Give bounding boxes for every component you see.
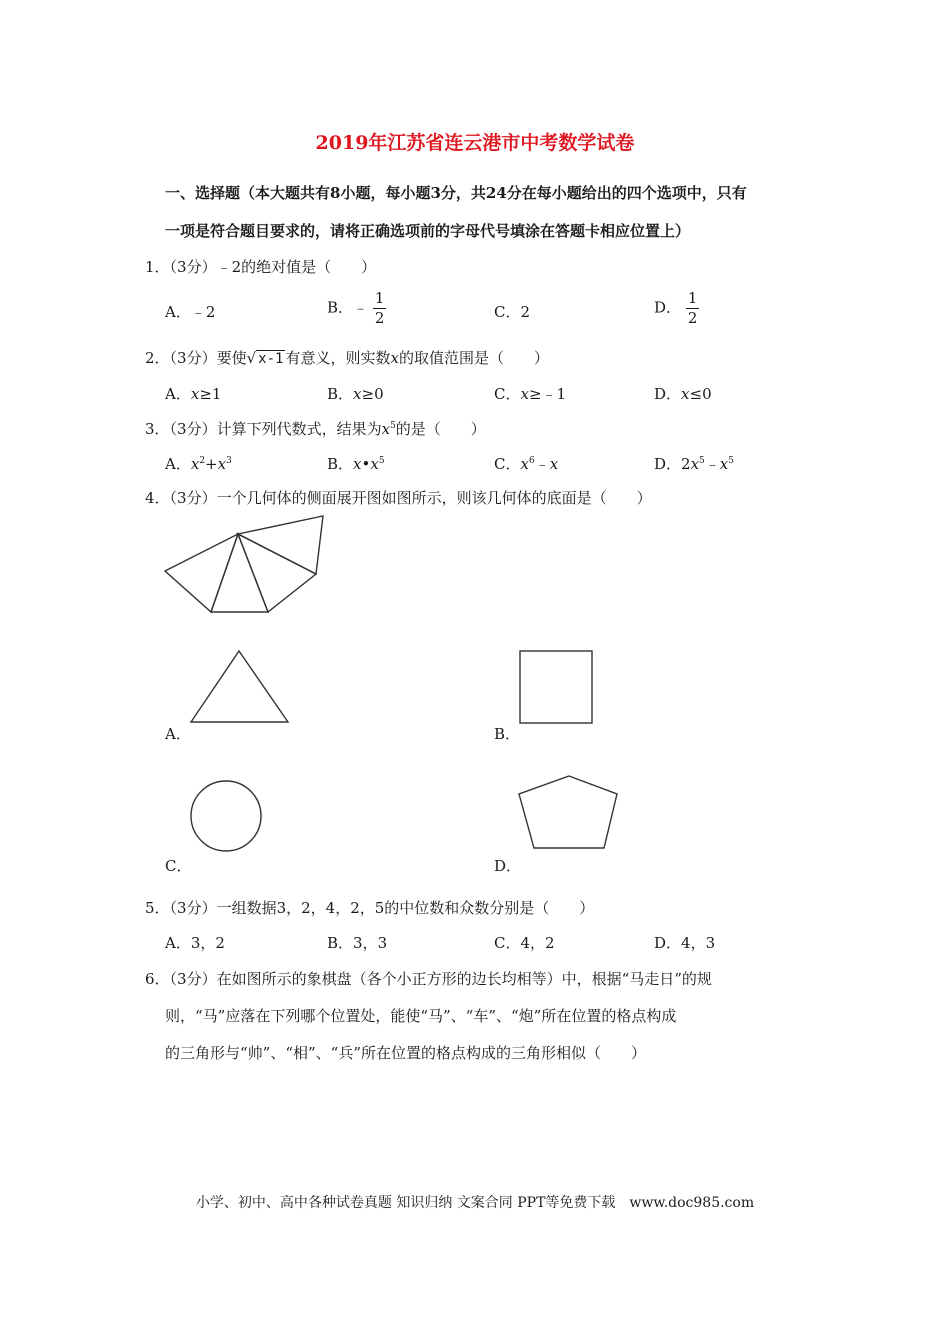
question-3-option-a: A．$x^2+x^3$ xyxy=(165,455,232,473)
fraction-denominator: 2 xyxy=(687,309,698,327)
question-1-option-a: A．﹣2 xyxy=(165,303,216,321)
question-5-option-a: A．3，2 xyxy=(165,934,225,952)
stem-text: 的取值范围是（ ） xyxy=(398,349,549,367)
variable: x xyxy=(381,420,391,438)
question-4-option-d: D． xyxy=(494,857,522,875)
option-d-pentagon-shape xyxy=(519,776,617,848)
question-6-line3: 的三角形与“帅”、“相”、“兵”所在位置的格点构成的三角形相似（ ） xyxy=(165,1044,647,1062)
question-3-option-b: B．$x•x^5$ xyxy=(327,455,385,473)
section-heading-line1: 一、选择题（本大题共有8小题，每小题3分，共24分在每小题给出的四个选项中，只有 xyxy=(165,184,747,202)
question-4-option-a: A． xyxy=(165,725,191,743)
stem-text: 3．（3分）计算下列代数式，结果为 xyxy=(145,420,382,438)
question-3-option-c: C．$x^6﹣x$ xyxy=(494,455,559,473)
net-right-triangle xyxy=(238,534,316,612)
question-2-option-a: A．x≥1 xyxy=(165,385,222,403)
question-5-option-d: D．4，3 xyxy=(654,934,716,952)
page-footer: 小学、初中、高中各种试卷真题 知识归纳 文案合同 PPT等免费下载 www.doc985.com xyxy=(195,1195,755,1211)
question-5-option-b: B．3，3 xyxy=(327,934,388,952)
question-6-line1: 6．（3分）在如图所示的象棋盘（各个小正方形的边长均相等）中，根据“马走日”的规 xyxy=(145,970,712,988)
stem-text: 有意义，则实数 xyxy=(285,349,391,367)
stem-text: 2．（3分）要使 xyxy=(145,349,247,367)
question-1-option-c: C．2 xyxy=(494,303,531,321)
question-2-option-d: D．x≤0 xyxy=(654,385,712,403)
question-6-line2: 则，“马”应落在下列哪个位置处，能使“马”、“车”、“炮”所在位置的格点构成 xyxy=(165,1007,677,1025)
stem-text: 的是（ ） xyxy=(395,420,486,438)
question-4-option-b: B． xyxy=(494,725,521,743)
net-left-triangle xyxy=(165,534,238,612)
fraction-numerator: 1 xyxy=(374,289,385,307)
option-c-circle-shape xyxy=(191,781,261,851)
exponent: 5 xyxy=(390,421,396,431)
square-root: √ x-1 xyxy=(246,349,284,367)
question-5-stem: 5．（3分）一组数据3，2，4，2，5的中位数和众数分别是（ ） xyxy=(145,899,595,917)
option-b-label: B．﹣ xyxy=(327,298,369,317)
question-2-option-b: B．x≥0 xyxy=(327,385,384,403)
question-3-option-d: D．$2x^5﹣x^5$ xyxy=(654,455,734,473)
question-2-option-c: C．x≥﹣1 xyxy=(494,385,567,403)
option-a-triangle-shape xyxy=(191,651,288,722)
option-b-square-shape xyxy=(520,651,592,723)
fraction-denominator: 2 xyxy=(374,309,385,327)
option-d-label: D． xyxy=(654,298,682,317)
radicand: x-1 xyxy=(258,351,284,367)
fraction-numerator: 1 xyxy=(687,289,698,307)
question-1-stem: 1．（3分）﹣2的绝对值是（ ） xyxy=(145,258,377,276)
question-4-option-c: C． xyxy=(165,857,192,875)
question-4-stem: 4．（3分）一个几何体的侧面展开图如图所示，则该几何体的底面是（ ） xyxy=(145,489,652,507)
pyramid-net-figure xyxy=(165,516,323,612)
section-heading-line2: 一项是符合题目要求的，请将正确选项前的字母代号填涂在答题卡相应位置上） xyxy=(165,222,691,240)
question-5-option-c: C．4，2 xyxy=(494,934,555,952)
page-title: 2019年江苏省连云港市中考数学试卷 xyxy=(315,132,635,154)
variable: x xyxy=(390,349,399,367)
